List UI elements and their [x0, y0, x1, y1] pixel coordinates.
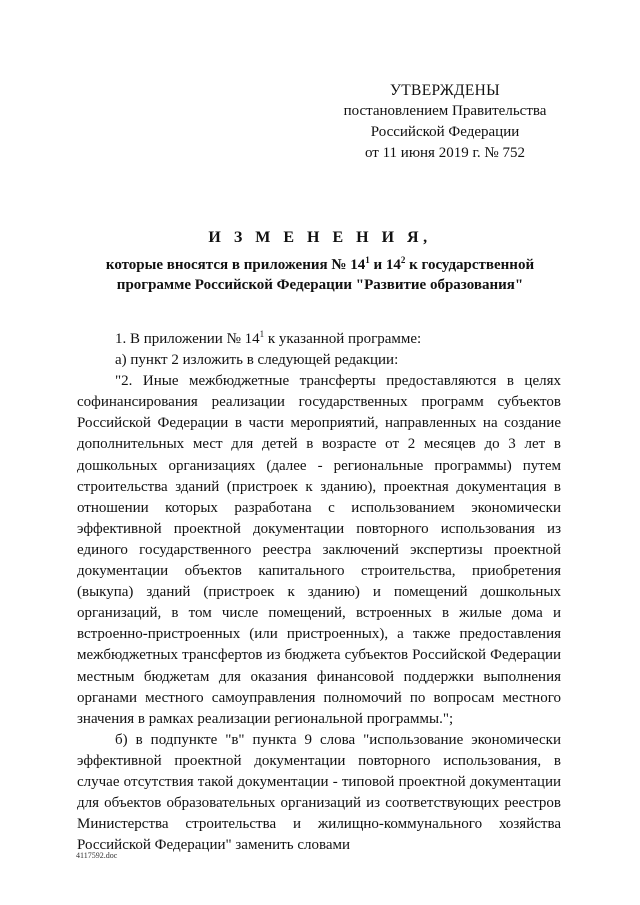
subtitle-line-1 — [90, 255, 550, 275]
paragraph-1-part-a: 1. В приложении № 14 — [115, 331, 260, 347]
approval-line-2: Российской Федерации — [370, 124, 520, 140]
paragraph-1-superscript: 1 — [259, 329, 265, 339]
subtitle-superscript-1: 1 — [365, 255, 370, 265]
paragraph-1-part-b: к указанной программе: — [264, 331, 422, 347]
document-title: И З М Е Н Е Н И Я, — [208, 229, 432, 246]
approval-line-1: постановлением Правительства — [343, 103, 547, 119]
subtitle-part-c: к государственной — [405, 257, 535, 273]
approval-block — [340, 80, 550, 164]
paragraph-a: а) пункт 2 изложить в следующей редакции: — [115, 352, 399, 369]
subtitle-line-2: программе Российской Федерации "Развитие образования" — [116, 277, 524, 293]
paragraph-1 — [77, 329, 561, 350]
approval-line-3: от 11 июня 2019 г. № 752 — [365, 145, 525, 161]
paragraph-b: б) в подпункте "в" пункта 9 слова "использование экономически эффективной проектной документации повторного использования, в случае отсутствия такой документации - типовой проектной документации для объектов образовательных организаций из соответствующих реестров Министерства строительства и жилищно-коммунального хозяйства Российской Федерации" заменить словами — [77, 731, 561, 854]
subtitle-superscript-2: 2 — [400, 255, 406, 265]
document-body — [77, 329, 561, 856]
subtitle-part-b: и 14 — [369, 257, 401, 273]
paragraph-item-2: "2. Иные межбюджетные трансферты предоставляются в целях софинансирования реализации государственных программ субъектов Российской Федерации в части мероприятий, направленных на создание дополнительных мест для детей в возрасте от 2 месяцев до 3 лет в дошкольных организациях (далее - региональные программы) путем строительства зданий (пристроек к зданию), проектная документация в отношении которых разработана с использованием экономически эффективной проектной документации повторного использования из единого государственного реестра заключений экспертизы проектной документации объектов капитального строительства, приобретения (выкупа) зданий (пристроек к зданию) и помещений дошкольных организаций, в том числе помещений, встроенных в жилые дома и встроенно-пристроенных (или пристроенных), а также предоставления межбюджетных трансфертов из бюджета субъектов Российской Федерации местным бюджетам для оказания финансовой поддержки выполнения органами местного самоуправления полномочий по вопросам местного значения в рамках реализации региональной программы."; — [77, 373, 561, 727]
footer-filename: 4117592.doc — [76, 851, 118, 860]
approval-title: УТВЕРЖДЕНЫ — [390, 82, 500, 99]
subtitle-part-a: которые вносятся в приложения № 14 — [105, 257, 366, 273]
document-subtitle — [90, 255, 550, 295]
